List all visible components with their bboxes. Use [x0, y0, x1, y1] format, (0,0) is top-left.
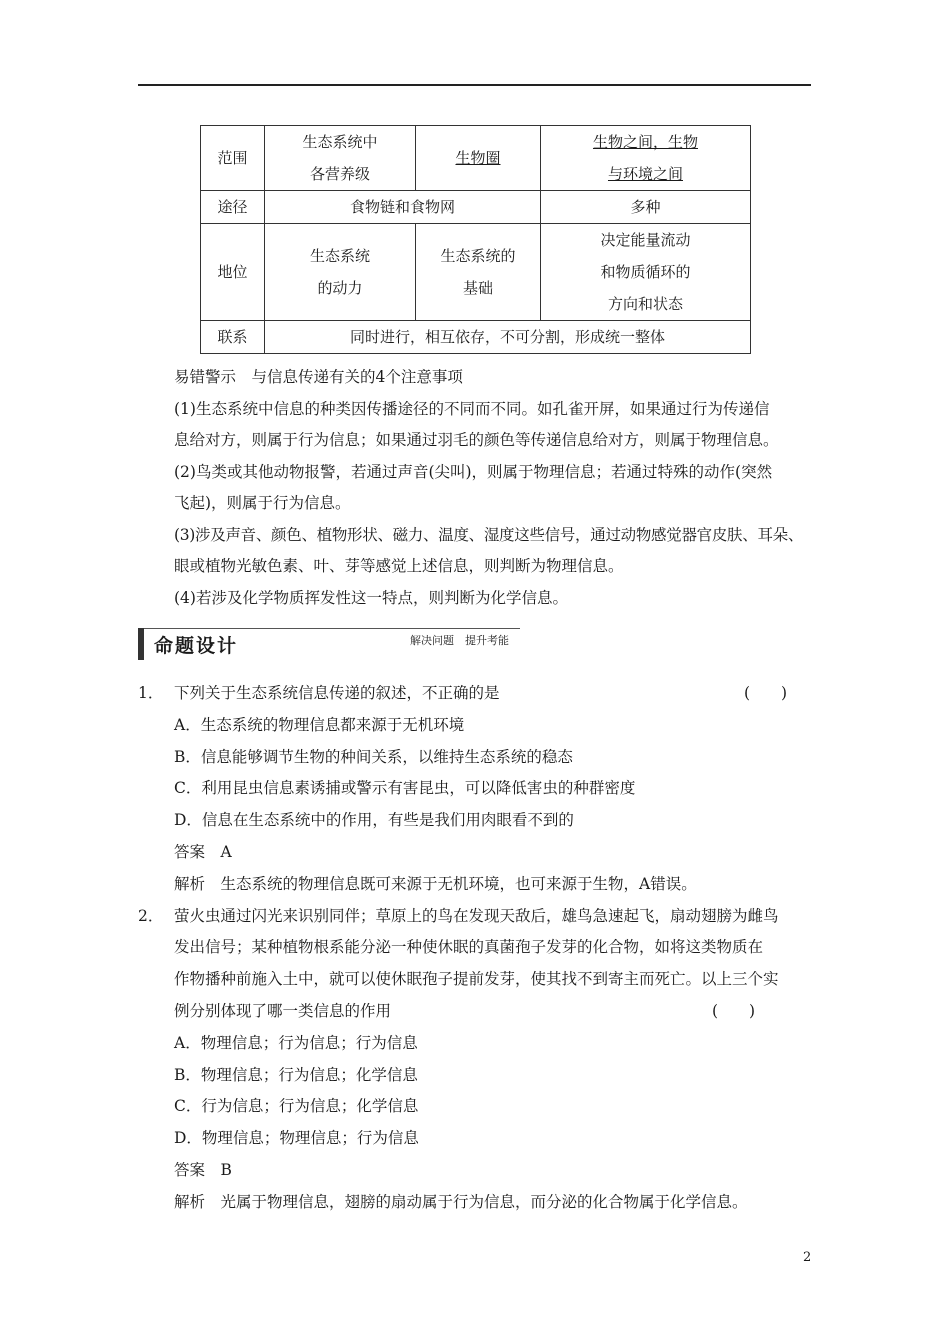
table-cell: 生物之间，生物 与环境之间 — [541, 126, 751, 191]
question-number: 1． — [138, 684, 164, 702]
row-header: 范围 — [201, 126, 265, 191]
table-row — [201, 321, 751, 354]
warning-block — [138, 362, 828, 614]
option-b: B．物理信息；行为信息；化学信息 — [174, 1065, 418, 1084]
answer-paren: ( ) — [744, 684, 788, 702]
answer: 答案 A — [174, 842, 232, 861]
comparison-table — [200, 125, 751, 354]
option-d: D．物理信息；物理信息；行为信息 — [174, 1129, 419, 1148]
row-header: 地位 — [201, 224, 265, 321]
analysis: 解析 光属于物理信息，翅膀的扇动属于行为信息，而分泌的化合物属于化学信息。 — [174, 1192, 748, 1211]
table-cell: 生物圈 — [416, 126, 541, 191]
section-title: 命题设计 — [154, 635, 239, 657]
table-row — [201, 224, 751, 321]
header-rule — [138, 84, 811, 86]
question-2-line: 作物播种前施入土中，就可以使休眠孢子提前发芽，使其找不到寄主而死亡。以上三个实 — [174, 970, 779, 989]
question-2-line: 发出信号；某种植物根系能分泌一种使休眠的真菌孢子发芽的化合物，如将这类物质在 — [174, 938, 764, 957]
option-a: A．生态系统的物理信息都来源于无机环境 — [174, 715, 465, 734]
table-cell: 食物链和食物网 — [265, 191, 541, 224]
section-rule — [144, 628, 520, 629]
table-cell: 生态系统的 基础 — [416, 224, 541, 321]
question-number: 2． — [138, 906, 164, 925]
warning-paragraph: (1)生态系统中信息的种类因传播途径的不同而不同。如孔雀开屏，如果通过行为传递信 — [174, 399, 770, 418]
table-cell: 生态系统中 各营养级 — [265, 126, 416, 191]
row-header: 途径 — [201, 191, 265, 224]
option-b: B．信息能够调节生物的种间关系，以维持生态系统的稳态 — [174, 747, 573, 766]
table-cell: 同时进行，相互依存，不可分割，形成统一整体 — [265, 321, 751, 354]
answer-paren: ( ) — [712, 1001, 756, 1020]
section-subtitle: 解决问题 提升考能 — [410, 634, 509, 647]
option-a: A．物理信息；行为信息；行为信息 — [174, 1033, 418, 1052]
table-cell: 多种 — [541, 191, 751, 224]
table-cell: 生态系统 的动力 — [265, 224, 416, 321]
table-cell: 决定能量流动 和物质循环的 方向和状态 — [541, 224, 751, 321]
warning-paragraph: (3)涉及声音、颜色、植物形状、磁力、温度、湿度这些信号，通过动物感觉器官皮肤、耳朵、 — [174, 525, 804, 544]
analysis: 解析 生态系统的物理信息既可来源于无机环境，也可来源于生物，A错误。 — [174, 874, 697, 893]
page-number: 2 — [803, 1250, 812, 1265]
question-2-line: 例分别体现了哪一类信息的作用 ( ) — [138, 996, 828, 1028]
question-1-stem: 1． 下列关于生态系统信息传递的叙述，不正确的是 ( ) — [138, 678, 828, 710]
warning-paragraph: 息给对方，则属于行为信息；如果通过羽毛的颜色等传递信息给对方，则属于物理信息。 — [174, 431, 779, 449]
section-bar — [138, 628, 144, 660]
warning-paragraph: (4)若涉及化学物质挥发性这一特点，则判断为化学信息。 — [174, 588, 568, 607]
warning-paragraph: 飞起)，则属于行为信息。 — [174, 494, 351, 512]
table-row — [201, 191, 751, 224]
section-header — [138, 628, 520, 660]
table-row — [201, 126, 751, 191]
option-d: D．信息在生态系统中的作用，有些是我们用肉眼看不到的 — [174, 811, 574, 830]
answer: 答案 B — [174, 1160, 232, 1179]
option-c: C．利用昆虫信息素诱捕或警示有害昆虫，可以降低害虫的种群密度 — [174, 779, 636, 798]
warning-title: 易错警示 与信息传递有关的4个注意事项 — [174, 368, 463, 386]
option-c: C．行为信息；行为信息；化学信息 — [174, 1097, 419, 1116]
warning-paragraph: (2)鸟类或其他动物报警，若通过声音(尖叫)，则属于物理信息；若通过特殊的动作(突然 — [174, 462, 773, 481]
question-2-stem: 2． 萤火虫通过闪光来识别同伴；草原上的鸟在发现天敌后，雄鸟急速起飞，扇动翅膀为雌鸟 — [138, 901, 828, 933]
row-header: 联系 — [201, 321, 265, 354]
warning-paragraph: 眼或植物光敏色素、叶、芽等感觉上述信息，则判断为物理信息。 — [174, 557, 624, 575]
questions — [138, 678, 828, 1219]
